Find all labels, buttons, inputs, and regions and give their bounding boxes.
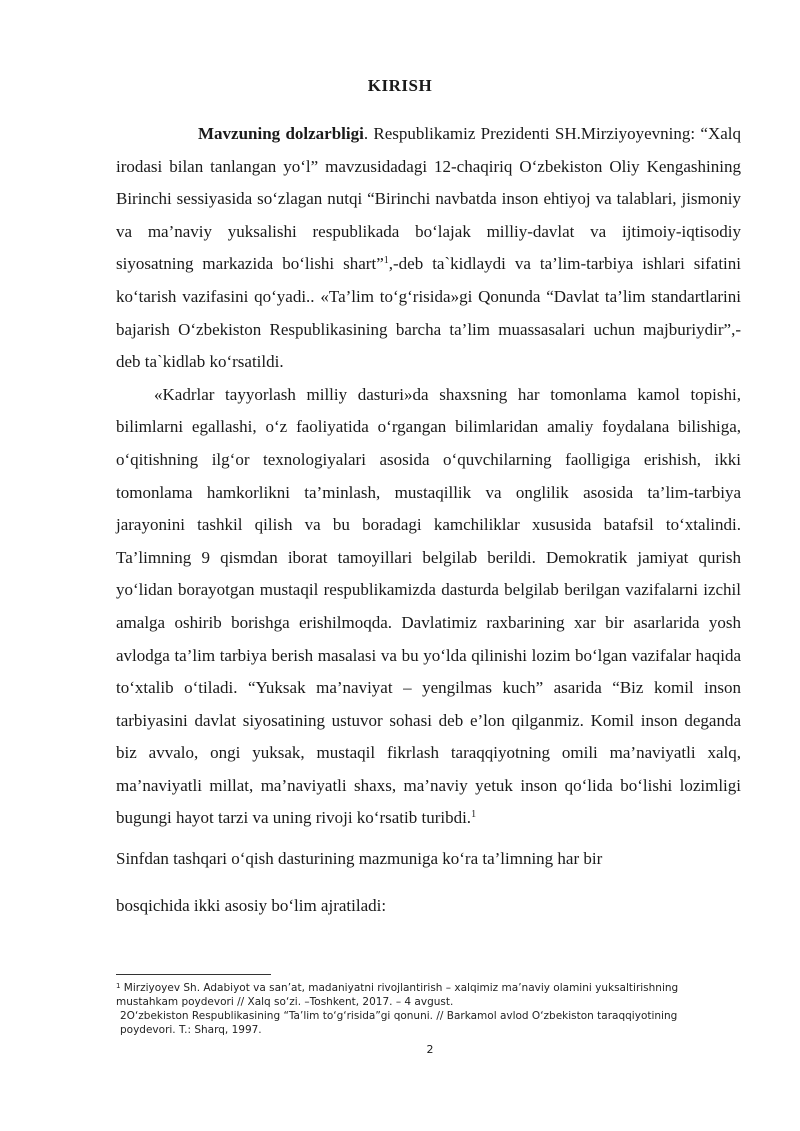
footnote-ref: 1 [471, 809, 477, 821]
paragraph-line: Sinfdan tashqari o‘qish dasturining mazmuniga ko‘ra ta’limning har bir [116, 849, 603, 869]
page-number: 2 [426, 1043, 434, 1056]
paragraph-line: bosqichida ikki asosiy bo‘lim ajratiladi: [116, 895, 387, 915]
footnote-text: Mirziyoyev Sh. Adabiyot va san’at, madaniyatni rivojlantirish – xalqimiz ma’naviy olamini yuksaltirishning mustahkam poydevori // Xalq so‘zi. –Toshkent, 2017. – 4 avgust. [116, 982, 679, 1008]
paragraph-text: . Respublikamiz Prezidenti SH.Mirziyoyevning: “Xalq irodasi bilan tanlangan yo‘l” mavzusidadagi 12-chaqiriq O‘zbekiston Oliy Kengashining Birinchi sessiyasida so‘zlagan nutqi “Birinchi navbatda inson ehtiyoj va talablari, jismoniy va ma’naviy yuksalishi respublikada bo‘lajak milliy-davlat va ijtimoiy-iqtisodiy siyosatning markazida bo‘lishi shart” [116, 124, 741, 274]
bold-lead: Mavzuning dolzarbligi [198, 124, 364, 143]
section-heading: KIRISH [367, 76, 433, 95]
body-text [116, 118, 741, 922]
footnote-mark: 1 [116, 982, 121, 990]
footnotes [116, 981, 726, 1037]
paragraph-text: «Kadrlar tayyorlash milliy dasturi»da shaxsning har tomonlama kamol topishi, bilimlarni egallashi, o‘z faoliyatida o‘rgangan bilimlaridan amaliy foydalana bilishiga, o‘qitishning ilg‘or texnologiyalari asosida o‘quvchilarning faolligiga erishish, ikki tomonlama hamkorlikni ta’minlash, mustaqillik va onglilik asosida ta’lim-tarbiya jarayonini tashkil qilish va bu boradagi kamchiliklar xususida batafsil to‘xtalindi. Ta’limning 9 qismdan iborat tamoyillari belgilab berildi. Demokratik jamiyat qurish yo‘lidan borayotgan mustaqil respublikamizda dasturda belgilab berilgan vazifalarni izchil amalga oshirib borishga erishilmoqda. Davlatimiz raxbarining xar bir asarlarida yosh avlodga ta’lim tarbiya berish masalasi va bu yo‘lda qilinishi lozim bo‘lgan vazifalar haqida to‘xtalib o‘tiladi. “Yuksak ma’naviyat – yengilmas kuch” asarida “Biz komil inson tarbiyasini davlat siyosatining ustuvor sohasi deb e’lon qilganmiz. Komil inson deganda biz avvalo, ongi yuksak, mustaqil fikrlash taraqqiyotning omili ma’naviyatli xalq, ma’naviyatli millat, ma’naviyatli shaxs, ma’naviy yetuk inson qo‘lida bo‘lishi lozimligi bugungi hayot tarzi va uning rivoji ko‘rsatib turibdi. [116, 384, 741, 828]
footnote-2: 2O‘zbekiston Respublikasining “Ta’lim to‘g‘risida”gi qonuni. // Barkamol avlod O‘zbekiston taraqqiyotining poydevori. T.: Sharq, 1997. [120, 1010, 678, 1036]
footnote-1 [116, 981, 726, 1009]
paragraph-national-program [116, 379, 741, 835]
paragraph-relevance [116, 118, 741, 379]
footnote-separator [116, 974, 271, 975]
paragraph-text: ,-deb ta`kidlaydi va ta’lim-tarbiya ishlari sifatini ko‘tarish vazifasini qo‘yadi.. «Ta’lim to‘g‘risida»gi Qonunda “Davlat ta’lim standartlarini bajarish O‘zbekiston Respublikasining barcha ta’lim muassasalari uchun majburiydir”,- deb ta`kidlab ko‘rsatildi. [116, 254, 742, 372]
footnote-ref: 1 [383, 255, 389, 267]
